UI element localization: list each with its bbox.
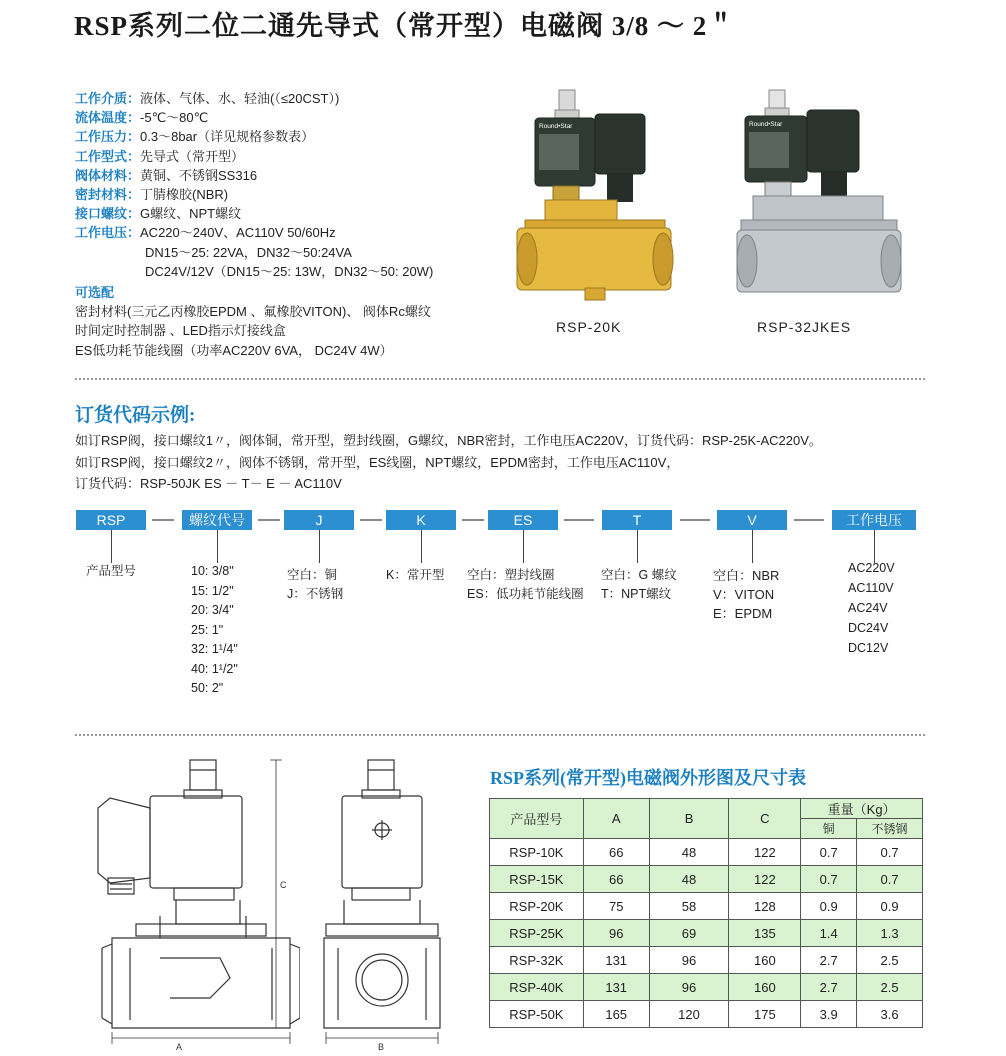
spec-row (75, 185, 433, 204)
cell-model: RSP-40K (490, 974, 584, 1001)
cell-a: 66 (583, 866, 649, 893)
code-separator (794, 519, 824, 521)
code-box-rsp: RSP (76, 510, 146, 530)
cell-b: 96 (649, 974, 729, 1001)
header-steel: 不锈钢 (857, 819, 923, 839)
spec-label: 密封材料： (75, 187, 141, 203)
dimension-label-a: A (176, 1042, 183, 1052)
valve-bonnet (753, 196, 883, 220)
code-stem (421, 530, 422, 563)
code-desc-line: 50: 2" (191, 681, 224, 695)
cell-b: 120 (649, 1001, 729, 1028)
option-item: 时间定时控制器 、LED指示灯接线盒 (75, 323, 286, 339)
table-row (490, 920, 923, 947)
valve-body (737, 230, 901, 292)
dimension-label-b: B (378, 1042, 385, 1052)
spec-value: AC220～240V、AC110V 50/60Hz (140, 225, 336, 241)
code-box-v: V (717, 510, 787, 530)
spec-label: 阀体材料： (75, 167, 141, 183)
valve-body (517, 228, 671, 290)
cell-b: 96 (649, 947, 729, 974)
code-stem (319, 530, 320, 563)
code-separator (680, 519, 710, 521)
technical-drawing-side (318, 748, 468, 1053)
code-desc-line: K：常开型 (386, 568, 445, 582)
code-desc-line: 空白：铜 (287, 568, 338, 582)
cell-steel: 1.3 (857, 920, 923, 947)
code-desc-line: AC220V (848, 561, 895, 575)
code-desc-rsp (86, 562, 136, 581)
cell-steel: 0.7 (857, 839, 923, 866)
code-desc-line: AC24V (848, 601, 888, 615)
coil-connector-icon (807, 110, 859, 172)
code-stem (523, 530, 524, 563)
spec-row (75, 108, 433, 127)
header-weight: 重量（Kg） (801, 799, 923, 819)
code-box-thread: 螺纹代号 (182, 510, 252, 530)
divider (75, 734, 925, 736)
cell-c: 175 (729, 1001, 801, 1028)
spec-label: 工作压力： (75, 129, 141, 145)
code-desc-es (467, 566, 584, 604)
pilot-nut (559, 90, 575, 112)
cell-steel: 3.6 (857, 1001, 923, 1028)
header-model: 产品型号 (490, 799, 584, 839)
cell-c: 135 (729, 920, 801, 947)
coil-brand: Round•Star (749, 121, 783, 128)
code-desc-voltage (848, 558, 895, 658)
cell-b: 48 (649, 866, 729, 893)
cell-copper: 3.9 (801, 1001, 857, 1028)
valve-bonnet (545, 200, 617, 220)
spec-row (75, 166, 433, 185)
code-desc-line: 空白：G 螺纹 (601, 568, 677, 582)
coil-brand: Round•Star (539, 123, 573, 130)
spec-value: 0.3～8bar（详见规格参数表） (140, 129, 315, 145)
header-copper: 铜 (801, 819, 857, 839)
option-item: ES低功耗节能线圈（功率AC220V 6VA， DC24V 4W） (75, 342, 393, 358)
cell-model: RSP-15K (490, 866, 584, 893)
header-b: B (649, 799, 729, 839)
spec-row (75, 89, 433, 108)
code-desc-line: V：VITON (713, 587, 775, 602)
cell-c: 128 (729, 893, 801, 920)
spec-value: 液体、气体、水、轻油(（≤20CST）) (140, 91, 340, 106)
code-box-t: T (602, 510, 672, 530)
code-separator (462, 519, 484, 521)
spec-value: 黄铜、不锈钢SS316 (140, 167, 258, 183)
cell-copper: 0.7 (801, 839, 857, 866)
product-model-label: RSP-20K (556, 319, 622, 335)
cell-c: 122 (729, 866, 801, 893)
table-row (490, 893, 923, 920)
spec-row (75, 204, 433, 223)
code-desc-v (713, 566, 779, 623)
spec-row (75, 127, 433, 146)
cell-steel: 2.5 (857, 947, 923, 974)
cell-a: 66 (583, 839, 649, 866)
cell-model: RSP-50K (490, 1001, 584, 1028)
cell-steel: 0.9 (857, 893, 923, 920)
option-item: 密封材料(三元乙丙橡胶EPDM 、氟橡胶VITON)、 阀体Rc螺纹 (75, 304, 431, 320)
spec-list (75, 89, 433, 360)
spec-value: 先导式（常开型） (140, 148, 245, 164)
product-image-brass-valve (515, 88, 675, 303)
pilot-nut (769, 90, 785, 110)
code-desc-line: DC24V (848, 621, 889, 635)
page-title: RSP系列二位二通先导式（常开型）电磁阀 3/8 ～ 2＂ (74, 11, 736, 41)
code-desc-line: 产品型号 (86, 564, 137, 578)
code-desc-line: 25: 1" (191, 622, 224, 637)
cell-c: 122 (729, 839, 801, 866)
spec-label: 接口螺纹： (75, 206, 141, 222)
code-separator (564, 519, 594, 521)
cell-c: 160 (729, 974, 801, 1001)
code-box-j: J (284, 510, 354, 530)
cell-b: 48 (649, 839, 729, 866)
spec-voltage-extra: DC24V/12V（DN15～25: 13W，DN32～50: 20W) (145, 263, 434, 279)
code-desc-line: ES：低功耗节能线圈 (467, 587, 584, 601)
order-section-title: 订货代码示例: (75, 405, 196, 426)
spec-row (75, 147, 433, 166)
cell-model: RSP-32K (490, 947, 584, 974)
cell-model: RSP-10K (490, 839, 584, 866)
cell-model: RSP-25K (490, 920, 584, 947)
code-desc-j (287, 566, 343, 604)
table-row (490, 1001, 923, 1028)
code-stem (637, 530, 638, 563)
spec-value: G螺纹、NPT螺纹 (140, 206, 242, 222)
code-desc-line: T：NPT螺纹 (601, 587, 672, 601)
order-example-line: 如订RSP阀，接口螺纹2〃，阀体不锈钢，常开型，ES线圈，NPT螺纹，EPDM密封，工作电压AC110V， (75, 455, 680, 470)
code-stem (217, 530, 218, 563)
code-desc-t (601, 566, 677, 604)
table-row (490, 974, 923, 1001)
table-title: RSP系列(常开型)电磁阀外形图及尺寸表 (490, 768, 806, 788)
code-stem (752, 530, 753, 563)
dimension-table (489, 798, 923, 1028)
code-separator (360, 519, 382, 521)
code-desc-line: 空白：塑封线圈 (467, 568, 555, 582)
cell-steel: 2.5 (857, 974, 923, 1001)
cell-copper: 1.4 (801, 920, 857, 947)
code-desc-line: J：不锈钢 (287, 587, 344, 601)
cell-copper: 0.7 (801, 866, 857, 893)
code-desc-line: 空白：NBR (713, 568, 780, 583)
cell-model: RSP-20K (490, 893, 584, 920)
order-example-line: 如订RSP阀，接口螺纹1〃，阀体铜，常开型，塑封线圈，G螺纹，NBR密封，工作电压AC220V，订货代码：RSP-25K-AC220V。 (75, 433, 822, 448)
code-stem (111, 530, 112, 563)
code-desc-line: 20: 3/4" (191, 603, 234, 617)
code-desc-line: AC110V (848, 581, 894, 595)
code-separator (152, 519, 174, 521)
cell-c: 160 (729, 947, 801, 974)
order-example-line: 订货代码：RSP-50JK ES － T－ E － AC110V (75, 476, 342, 491)
cell-b: 69 (649, 920, 729, 947)
spec-label: 流体温度： (75, 110, 141, 126)
header-c: C (729, 799, 801, 839)
code-box-voltage: 工作电压 (832, 510, 916, 530)
cell-a: 75 (583, 893, 649, 920)
table-row (490, 947, 923, 974)
product-model-label: RSP-32JKES (757, 319, 852, 335)
coil-connector-icon (595, 114, 645, 174)
cell-a: 131 (583, 974, 649, 1001)
cell-a: 131 (583, 947, 649, 974)
cell-b: 58 (649, 893, 729, 920)
code-desc-line: 32: 1¹/4" (191, 642, 238, 656)
code-desc-line: 15: 1/2" (191, 583, 234, 598)
code-separator (258, 519, 280, 521)
code-desc-line: E：EPDM (713, 606, 773, 621)
divider (75, 378, 925, 380)
table-row (490, 866, 923, 893)
cell-copper: 2.7 (801, 974, 857, 1001)
spec-voltage-extra: DN15～25: 22VA，DN32～50:24VA (145, 244, 352, 260)
code-desc-line: DC12V (848, 641, 889, 655)
technical-drawing-front (90, 748, 300, 1053)
options-title: 可选配 (75, 285, 115, 301)
code-desc-k (386, 566, 444, 585)
cell-a: 165 (583, 1001, 649, 1028)
product-image-steel-valve (735, 88, 905, 303)
dimension-label-c: C (280, 880, 287, 890)
spec-row (75, 223, 433, 242)
code-box-k: K (386, 510, 456, 530)
code-box-es: ES (488, 510, 558, 530)
cell-copper: 2.7 (801, 947, 857, 974)
spec-label: 工作型式： (75, 148, 141, 164)
cell-a: 96 (583, 920, 649, 947)
code-desc-line: 40: 1¹/2" (191, 661, 238, 676)
spec-value: -5℃～80℃ (140, 110, 209, 126)
spec-value: 丁腈橡胶(NBR) (140, 187, 229, 203)
spec-label: 工作电压： (75, 225, 141, 241)
spec-label: 工作介质： (75, 91, 141, 106)
code-desc-line: 10: 3/8" (191, 564, 234, 578)
cell-copper: 0.9 (801, 893, 857, 920)
code-desc-thread (191, 562, 238, 699)
cell-steel: 0.7 (857, 866, 923, 893)
table-row (490, 839, 923, 866)
header-a: A (583, 799, 649, 839)
